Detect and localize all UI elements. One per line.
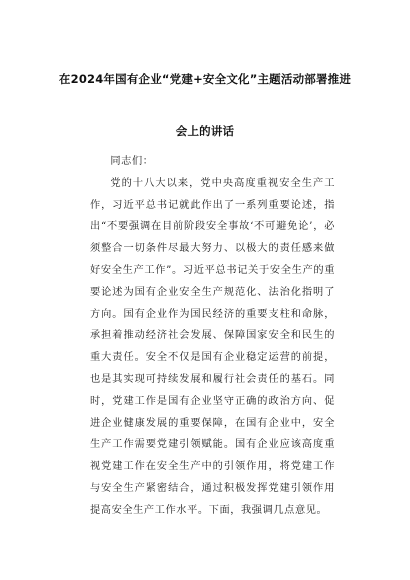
- document-title-line-2: 会上的讲话: [175, 124, 235, 138]
- body-paragraph: 党的十八大以来，党中央高度重视安全生产工作，习近平总书记就此作出了一系列重要论述，指出“不要强调在目前阶段安全事故‘不可避免论’，必须整合一切条件尽最大努力、以极大的责任感来做好安全生产工作”。习近平总书记关于安全生产的重要论述为国有企业安全生产规范化、法治化指明了方向。国有企业作为国民经济的重要支柱和命脉，承担着推动经济社会发展、保障国家安全和民生的重大责任。安全不仅是国有企业稳定运营的前提，也是其实现可持续发展和履行社会责任的基石。同时，党建工作是国有企业坚守正确的政治方向、促进企业健康发展的重要保障，在国有企业中，安全生产工作需要党建引领赋能。国有企业应该高度重视党建工作在安全生产中的引领作用，将党建工作与安全生产紧密结合，通过积极发挥党建引领作用提高安全生产工作水平。下面，我强调几点意见。: [90, 177, 335, 516]
- document-title-line-1: 在2024年国有企业“党建+安全文化”主题活动部署推进: [58, 72, 352, 86]
- greeting: 同志们：: [110, 156, 154, 167]
- document-body: [90, 151, 335, 522]
